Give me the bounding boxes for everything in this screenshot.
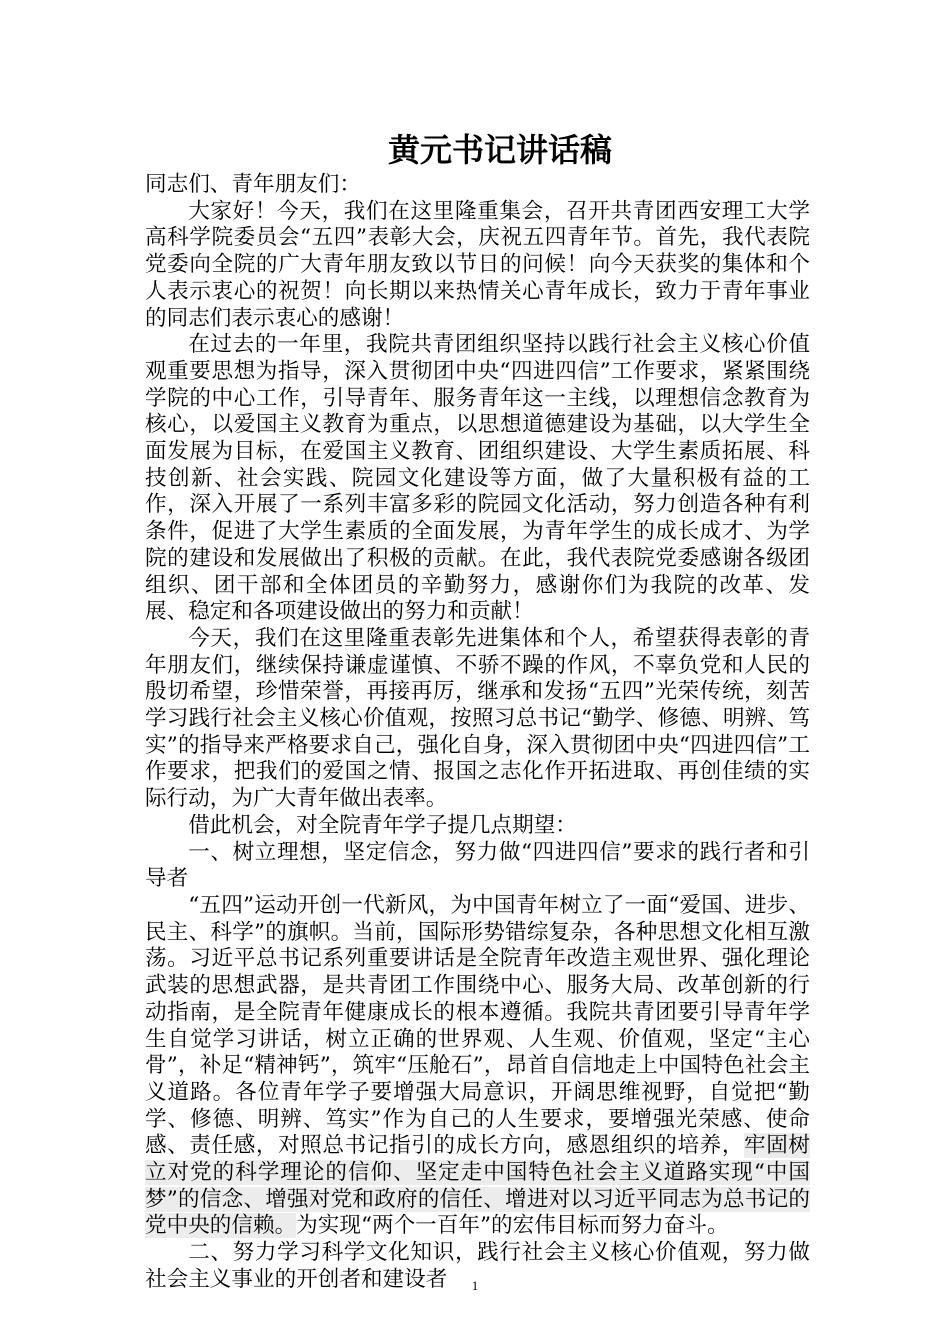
highlighted-text: 牢固树立对党的科学理论的信仰、坚定走中国特色社会主义道路实现“中国梦”的信念、增强对党和政府的信任、增进对以习近平同志为总书记的党中央的信赖。 — [145, 1133, 810, 1239]
paragraph-2: 在过去的一年里，我院共青团组织坚持以践行社会主义核心价值观重要思想为指导，深入贯彻团中央“四进四信”工作要求，紧紧围绕学院的中心工作，引导青年、服务青年这一主线，以理想信念教育为核心，以爱国主义教育为重点，以思想道德建设为基础，以大学生全面发展为目标，在爱国主义教育、团组织建设、大学生素质拓展、科技创新、社会实践、院园文化建设等方面，做了大量积极有益的工作，深入开展了一系列丰富多彩的院园文化活动，努力创造各种有利条件，促进了大学生素质的全面发展，为青年学生的成长成才、为学院的建设和发展做出了积极的贡献。在此，我代表院党委感谢各级团组织、团干部和全体团员的辛勤努力，感谢你们为我院的改革、发展、稳定和各项建设做出的努力和贡献！ — [145, 332, 810, 625]
paragraph-6 — [145, 893, 810, 1240]
paragraph-4: 借此机会，对全院青年学子提几点期望： — [188, 812, 577, 838]
paragraph-6-main: “五四”运动开创一代新风，为中国青年树立了一面“爱国、进步、民主、科学”的旗帜。当前，国际形势错综复杂，各种思想文化相互激荡。习近平总书记系列重要讲话是全院青年改造主观世界、强化理论武装的思想武器，是共青团工作围绕中心、服务大局、改革创新的行动指南，是全院青年健康成长的根本遵循。我院共青团要引导青年学生自觉学习讲话，树立正确的世界观、人生观、价值观，坚定“主心骨”，补足“精神钙”，筑牢“压舱石”，昂首自信地走上中国特色社会主义道路。各位青年学子要增强大局意识，开阔思维视野，自觉把“勤学、修德、明辨、笃实”作为自己的人生要求，要增强光荣感、使命感、责任感，对照总书记指引的成长方向，感恩组织的培养， — [145, 892, 810, 1159]
paragraph-3: 今天，我们在这里隆重表彰先进集体和个人，希望获得表彰的青年朋友们，继续保持谦虚谨慎、不骄不躁的作风，不辜负党和人民的殷切希望，珍惜荣誉，再接再厉，继承和发扬“五四”光荣传统，刻苦学习践行社会主义核心价值观，按照习总书记“勤学、修德、明辨、笃实”的指导来严格要求自己，强化自身，深入贯彻团中央“四进四信”工作要求，把我们的爱国之情、报国之志化作开拓进取、再创佳绩的实际行动，为广大青年做出表率。 — [145, 625, 810, 812]
page-number: 1 — [471, 1278, 479, 1293]
document-title: 黄元书记讲话稿 — [387, 131, 612, 169]
section-heading-1: 一、树立理想，坚定信念，努力做“四进四信”要求的践行者和引导者 — [145, 839, 810, 892]
paragraph-1: 大家好！今天，我们在这里隆重集会，召开共青团西安理工大学高科学院委员会“五四”表彰大会，庆祝五四青年节。首先，我代表院党委向全院的广大青年朋友致以节日的问候！向今天获奖的集体和个人表示衷心的祝贺！向长期以来热情关心青年成长，致力于青年事业的同志们表示衷心的感谢！ — [145, 198, 810, 331]
salutation: 同志们、青年朋友们： — [145, 172, 361, 197]
paragraph-6-end: 为实现“两个一百年”的宏伟目标而努力奋斗。 — [296, 1213, 729, 1239]
section-heading-2: 二、努力学习科学文化知识，践行社会主义核心价值观，努力做社会主义事业的开创者和建设者 — [145, 1240, 810, 1292]
document-body — [145, 172, 810, 1294]
